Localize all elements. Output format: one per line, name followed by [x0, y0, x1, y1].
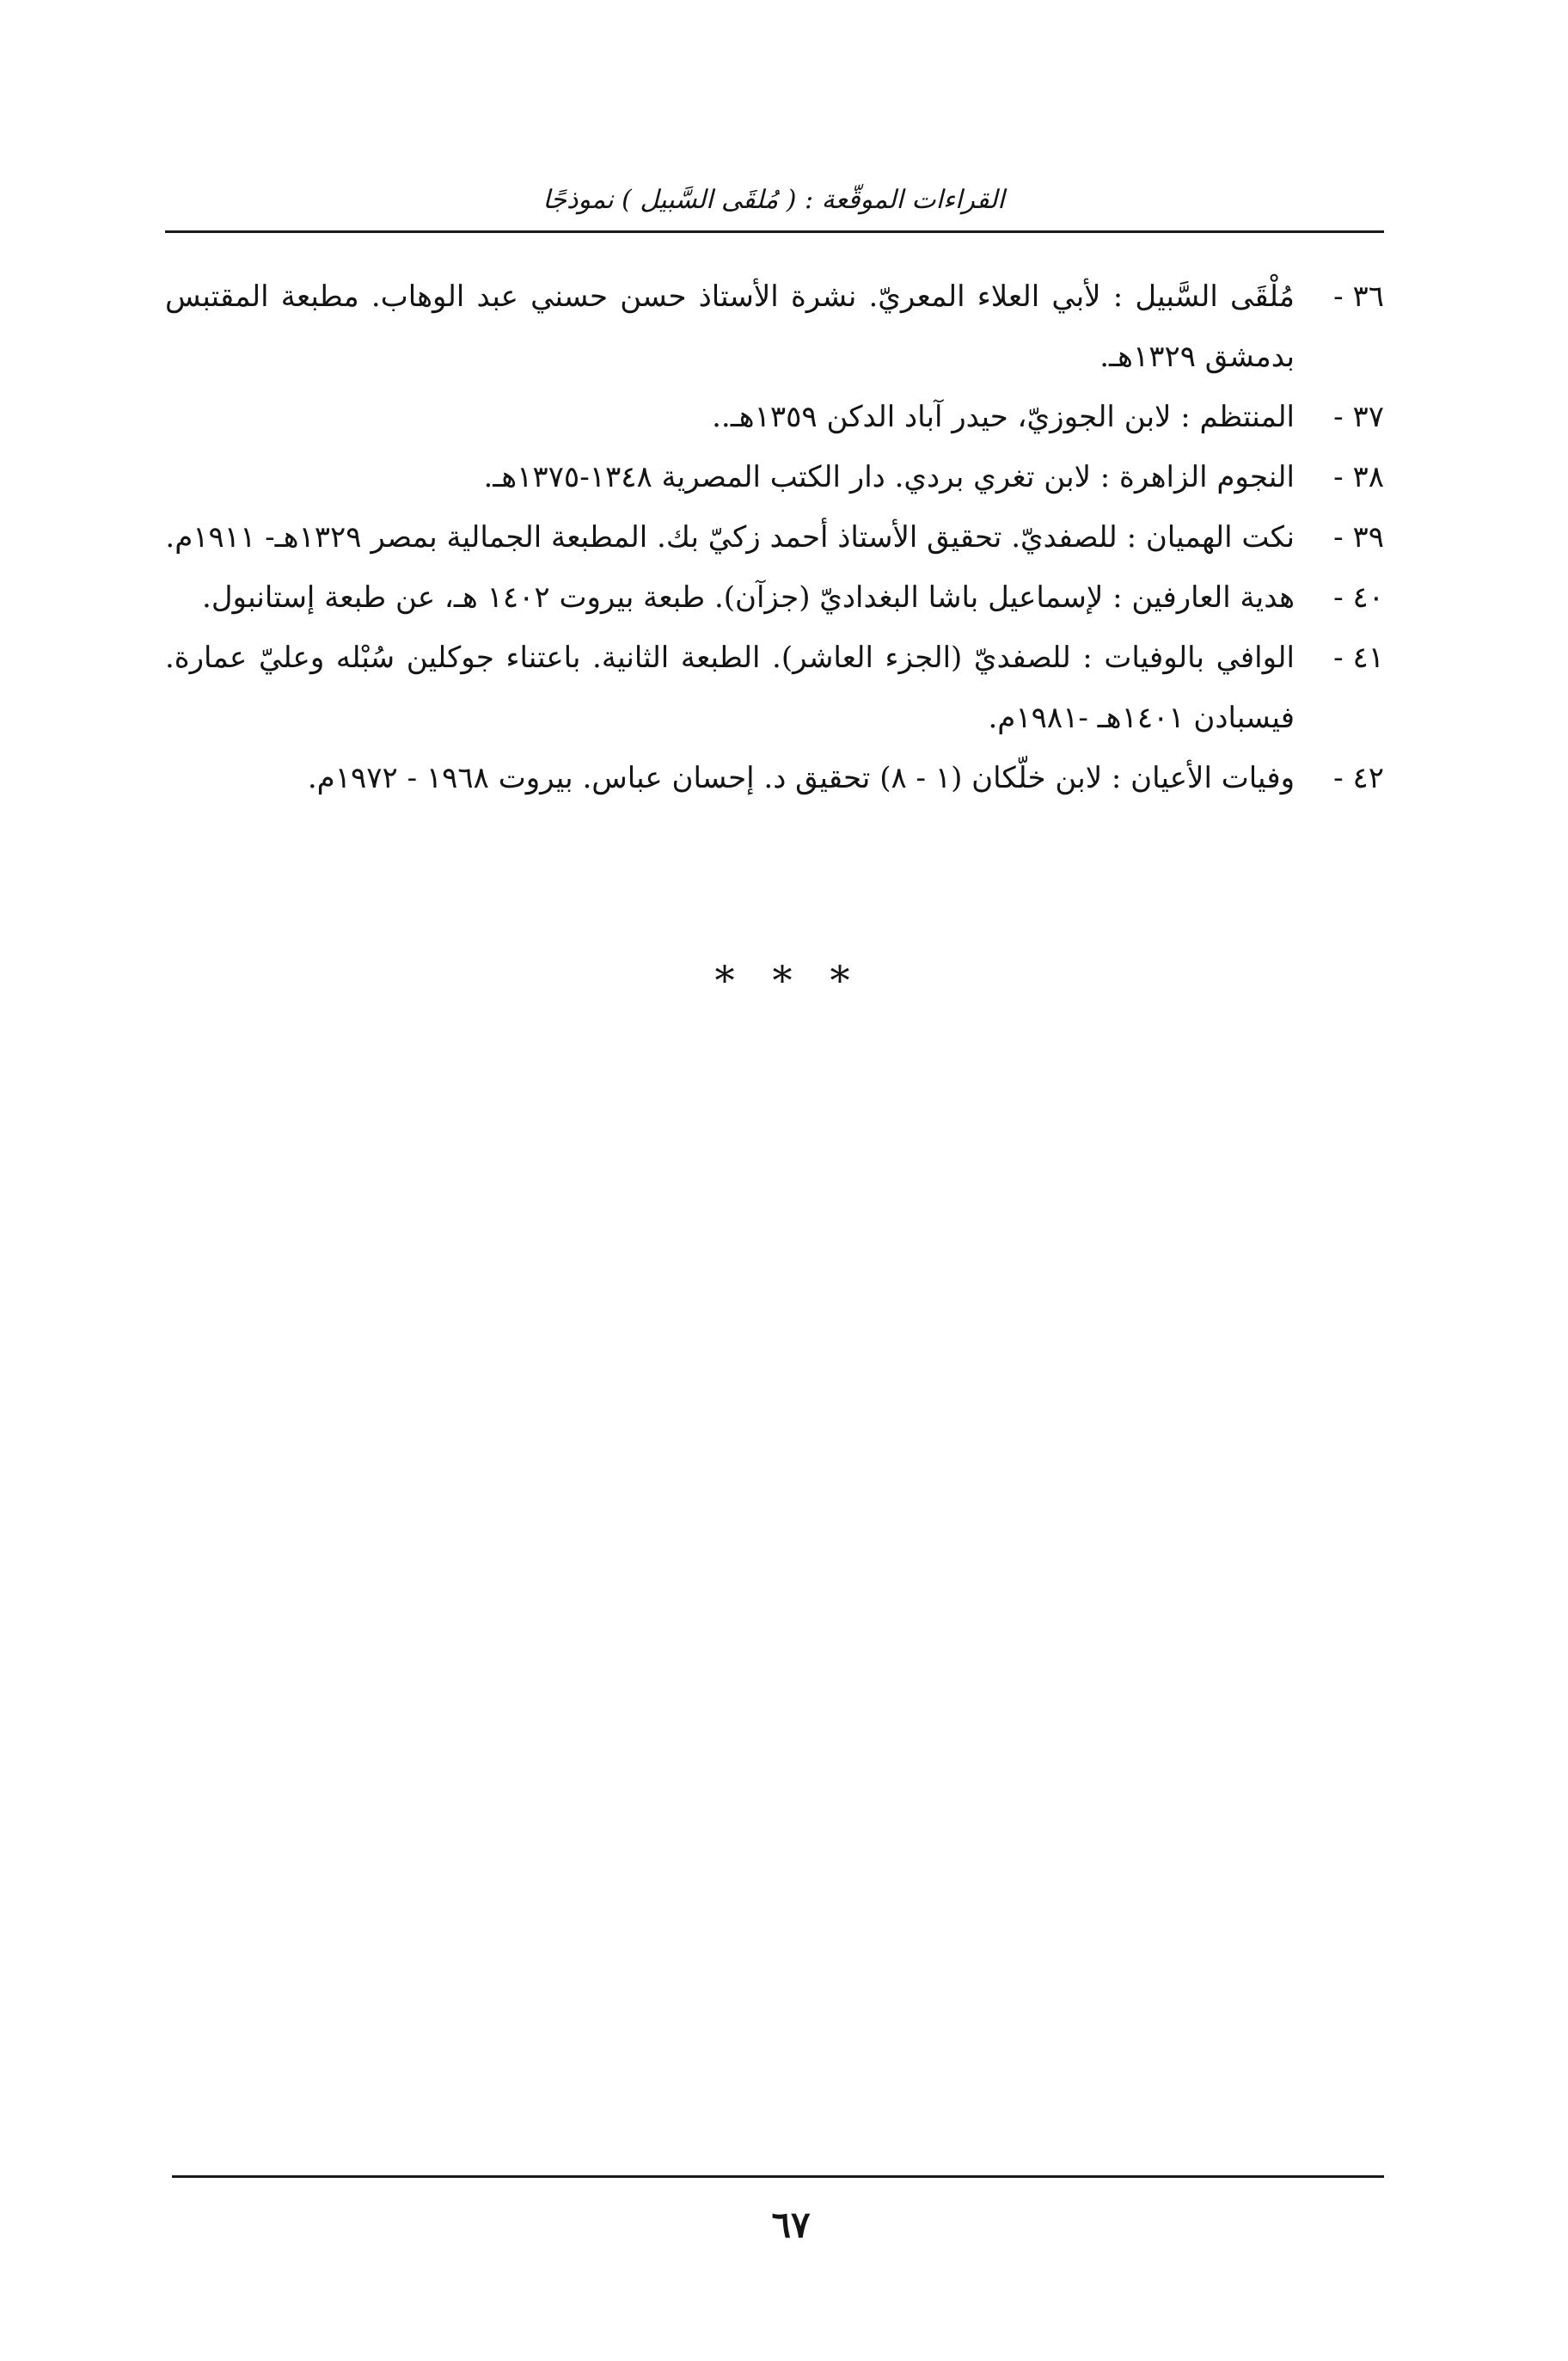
header-rule	[165, 230, 1384, 233]
entry-text: نكت الهميان : للصفديّ. تحقيق الأستاذ أحمد زكيّ بك. المطبعة الجمالية بمصر ١٣٢٩هـ- ١٩١١م.	[165, 520, 1295, 555]
entry-number: ٣٧ -	[1333, 400, 1384, 434]
entry-text: هدية العارفين : لإسماعيل باشا البغداديّ (جزآن). طبعة بيروت ١٤٠٢ هـ، عن طبعة إستانبول.	[202, 580, 1295, 615]
asterisk-ornament: *	[714, 957, 735, 1003]
asterisk-ornament: *	[830, 957, 850, 1003]
entry-number: ٣٨ -	[1333, 460, 1384, 494]
bibliography-entry-42	[165, 748, 1384, 808]
entry-number: ٤٢ -	[1333, 761, 1384, 795]
bibliography-entry-37	[165, 387, 1384, 447]
footer-rule	[172, 2175, 1384, 2178]
entry-text: الوافي بالوفيات : للصفديّ (الجزء العاشر). الطبعة الثانية. باعتناء جوكلين سُبْله وعليّ عمارة. فيسبادن ١٤٠١هـ -١٩٨١م.	[165, 641, 1295, 735]
running-header-title: القراءات الموقّعة : ( مُلقَى السَّبيل ) نموذجًا	[542, 185, 1005, 215]
asterisk-ornament: *	[772, 957, 793, 1003]
entry-number: ٣٦ -	[1333, 279, 1384, 314]
bibliography-entry-40	[165, 567, 1384, 628]
section-separator	[602, 946, 963, 1015]
bibliography-entry-41	[165, 628, 1384, 748]
entry-number: ٤٠ -	[1333, 580, 1384, 615]
entry-text: وفيات الأعيان : لابن خلّكان (١ - ٨) تحقيق د. إحسان عباس. بيروت ١٩٦٨ - ١٩٧٢م.	[307, 761, 1295, 795]
entry-text: النجوم الزاهرة : لابن تغري بردي. دار الكتب المصرية ١٣٤٨-١٣٧٥هـ.	[483, 460, 1295, 494]
bibliography-list	[165, 267, 1384, 808]
bibliography-entry-39	[165, 507, 1384, 567]
entry-number: ٣٩ -	[1333, 520, 1384, 555]
bibliography-entry-38	[165, 447, 1384, 507]
entry-number: ٤١ -	[1333, 641, 1384, 675]
page-number: ٦٧	[771, 2204, 811, 2246]
entry-text: مُلْقَى السَّبيل : لأبي العلاء المعريّ. نشرة الأستاذ حسن حسني عبد الوهاب. مطبعة المقتبس بدمشق ١٣٢٩هـ.	[165, 279, 1295, 374]
bibliography-entry-36	[165, 267, 1384, 387]
entry-text: المنتظم : لابن الجوزيّ، حيدر آباد الدكن ١٣٥٩هـ..	[712, 400, 1295, 434]
